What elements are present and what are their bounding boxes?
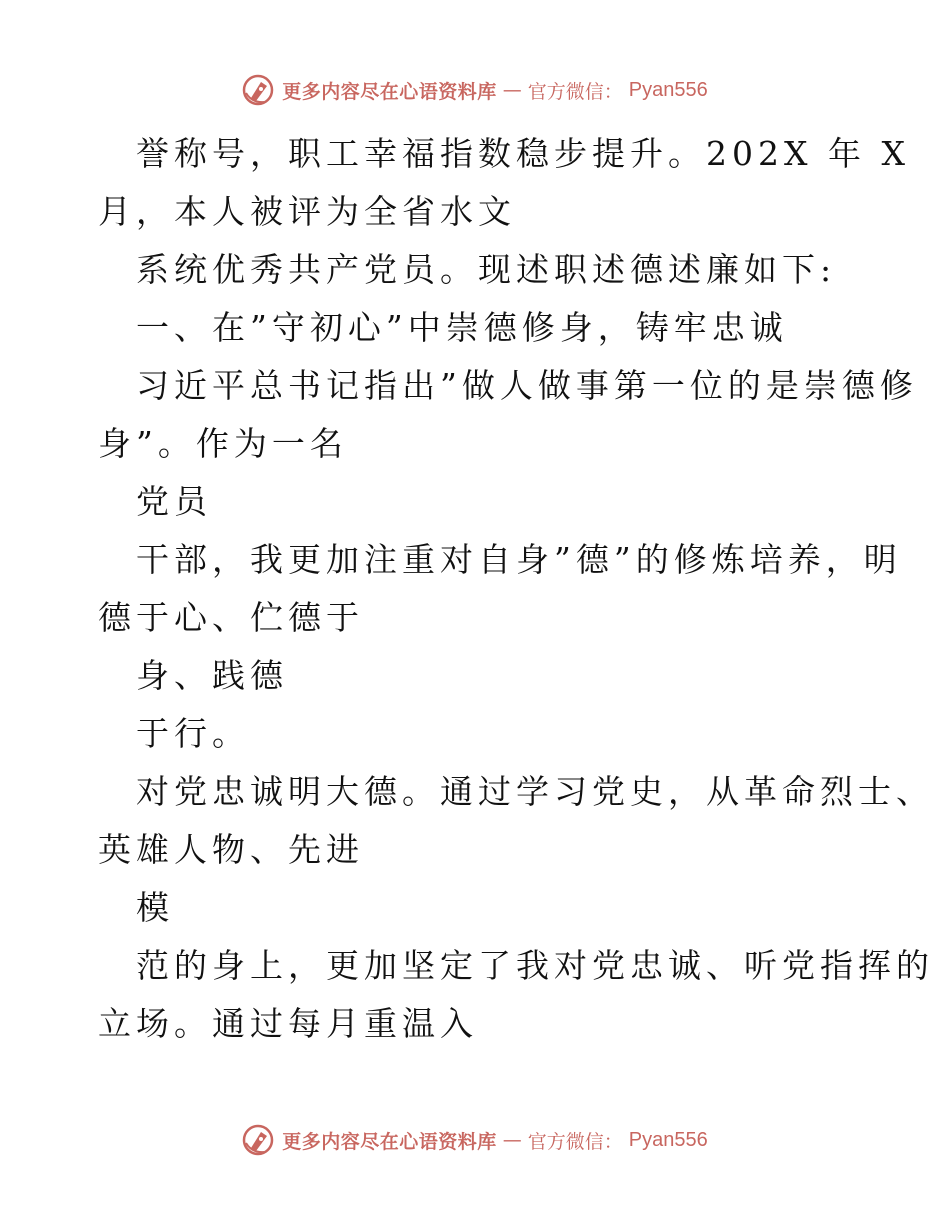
text-line: 誉称号，职工幸福指数稳步提升。202X 年 X	[136, 134, 910, 173]
text-line: 模	[136, 888, 174, 927]
text-line: 系统优秀共产党员。现述职述德述廉如下:	[136, 250, 837, 289]
text-line: 身、践德	[136, 656, 288, 695]
text-line: 一、在”守初心”中崇德修身，铸牢忠诚	[136, 308, 788, 347]
banner-wechat-id: Pyan556	[628, 78, 708, 101]
banner-wechat-label: 官方微信：	[527, 80, 623, 103]
pen-nib-logo-icon	[242, 73, 276, 107]
text-line: 月，本人被评为全省水文	[98, 192, 516, 231]
banner-wechat-label: 官方微信：	[527, 1130, 623, 1153]
text-line: 习近平总书记指出”做人做事第一位的是崇德修	[136, 366, 918, 405]
pen-nib-logo-icon	[242, 1123, 276, 1157]
text-line: 立场。通过每月重温入	[98, 1004, 478, 1043]
footer-banner	[0, 1120, 950, 1160]
text-line: 德于心、伫德于	[98, 598, 364, 637]
header-banner	[0, 70, 950, 110]
banner-dash: —	[502, 1129, 522, 1151]
banner-wechat-id: Pyan556	[628, 1128, 708, 1151]
text-line: 身”。作为一名	[98, 424, 348, 463]
text-line: 党员	[136, 482, 212, 521]
text-line: 对党忠诚明大德。通过学习党史，从革命烈士、	[136, 772, 934, 811]
text-line: 于行。	[136, 714, 250, 753]
text-line: 英雄人物、先进	[98, 830, 364, 869]
document-body	[98, 125, 934, 1053]
text-line: 范的身上，更加坚定了我对党忠诚、听党指挥的	[136, 946, 934, 985]
banner-text: 更多内容尽在心语资料库	[282, 80, 497, 103]
banner-dash: —	[502, 79, 522, 101]
text-line: 干部，我更加注重对自身”德”的修炼培养，明	[136, 540, 902, 579]
banner-text: 更多内容尽在心语资料库	[282, 1130, 497, 1153]
